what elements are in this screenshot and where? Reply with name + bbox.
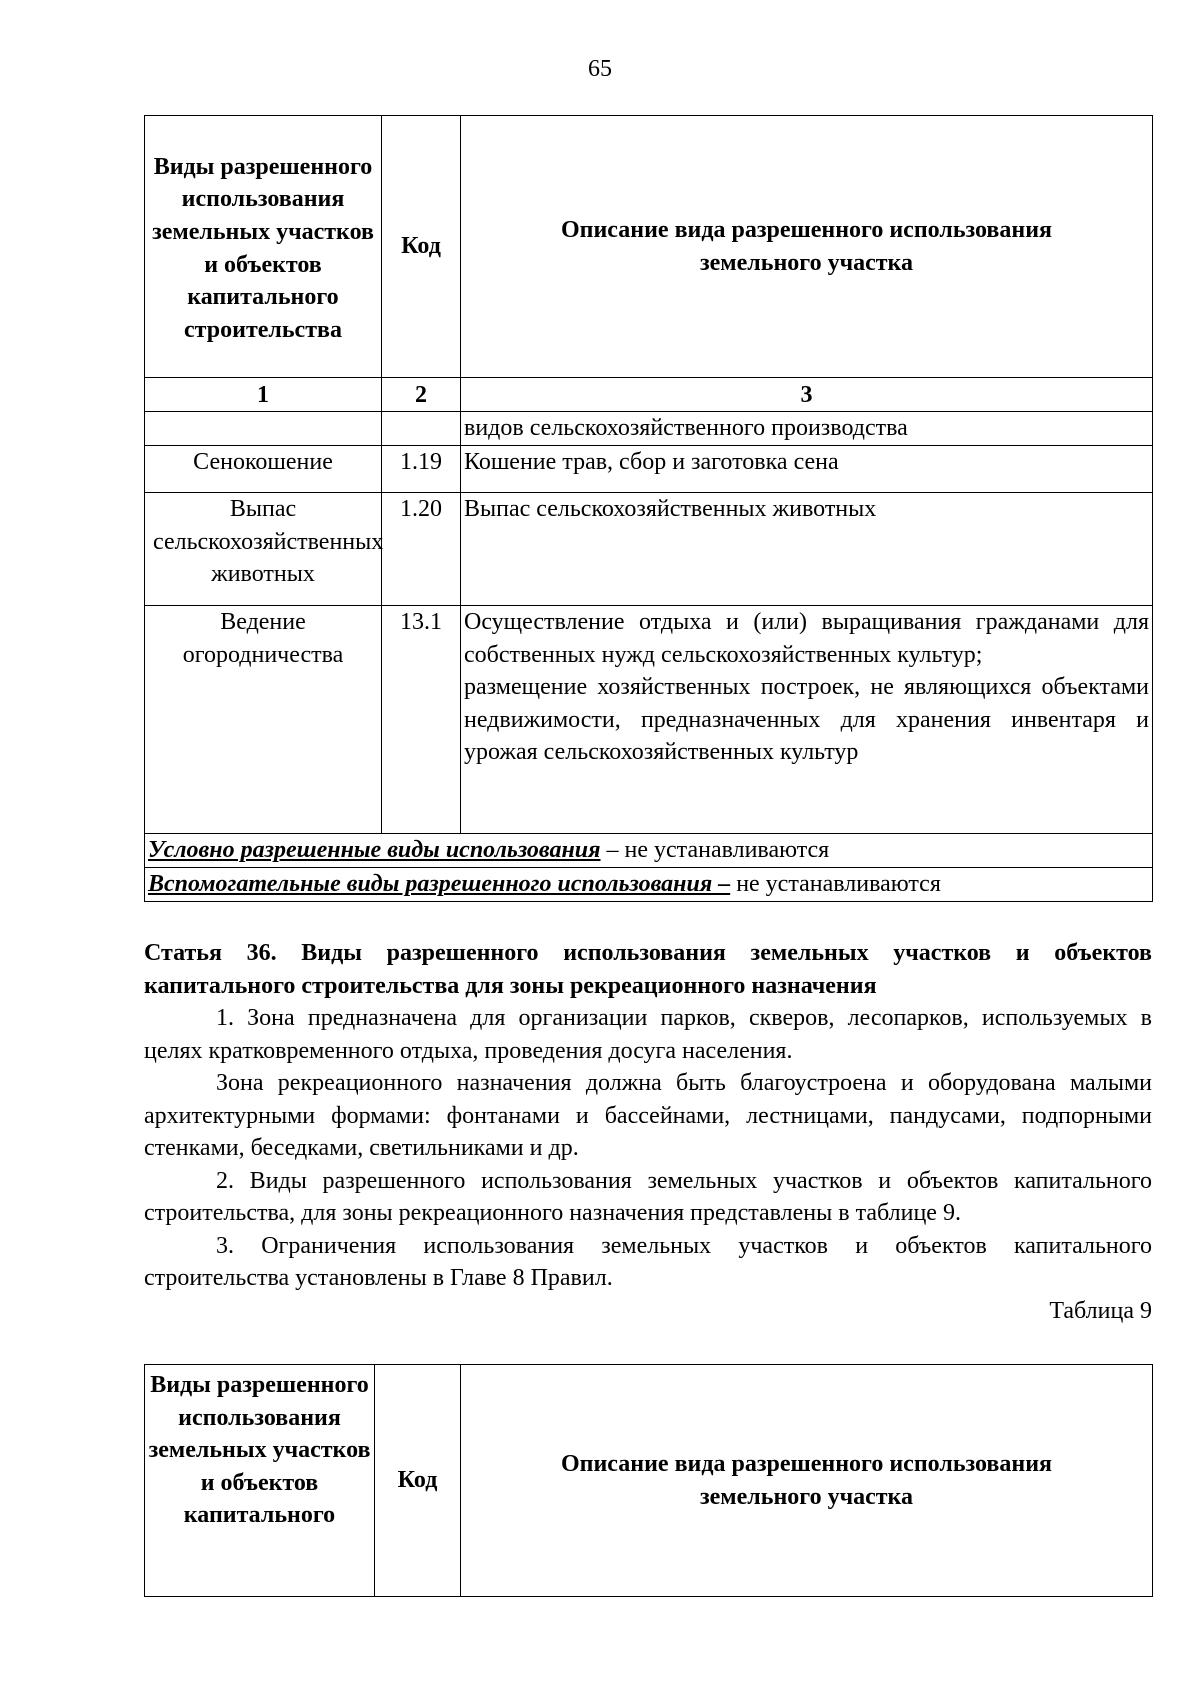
row-name xyxy=(145,412,382,446)
article-paragraph: 2. Виды разрешенного использования земельных участков и объектов капитального строительства, для зоны рекреационного назначения представлены в таблице 9. xyxy=(144,1167,1152,1226)
header-number-2: 2 xyxy=(382,378,461,412)
description-line: Осуществление отдыха и (или) выращивания гражданами для собственных нужд сельскохозяйственных культур; xyxy=(464,609,1149,668)
row-description: видов сельскохозяйственного производства xyxy=(461,412,1153,446)
header-description: Описание вида разрешенного использования земельного участка xyxy=(461,116,1153,378)
row-code: 13.1 xyxy=(382,606,461,834)
article-paragraph: 1. Зона предназначена для организации парков, скверов, лесопарков, используемых в целях кратковременного отдыха, проведения досуга населения. xyxy=(144,1005,1152,1064)
land-use-table-continued xyxy=(144,115,1153,902)
description-line: размещение хозяйственных построек, не являющихся объектами недвижимости, предназначенных для хранения инвентаря и урожая сельскохозяйственных культур xyxy=(464,674,1149,765)
header-code: Код xyxy=(375,1365,461,1597)
auxiliary-uses-row xyxy=(145,868,1153,902)
article-title: Статья 36. Виды разрешенного использования земельных участков и объектов капитального строительства для зоны рекреационного назначения xyxy=(144,940,1152,999)
row-code: 1.19 xyxy=(382,446,461,493)
header-land-use-types: Виды разрешенного использования земельных участков и объектов капитального строительства xyxy=(145,116,382,378)
header-land-use-types: Виды разрешенного использования земельных участков и объектов капитального xyxy=(145,1365,375,1597)
table-row xyxy=(145,412,1153,446)
article-36 xyxy=(144,937,1152,1327)
page-number: 65 xyxy=(588,56,612,82)
row-name: Сенокошение xyxy=(145,446,382,493)
row-code xyxy=(382,412,461,446)
table-row xyxy=(145,493,1153,606)
row-code: 1.20 xyxy=(382,493,461,606)
row-name: Выпас сельскохозяйственных животных xyxy=(145,493,382,606)
header-number-1: 1 xyxy=(145,378,382,412)
table-row xyxy=(145,446,1153,493)
row-description: Кошение трав, сбор и заготовка сена xyxy=(461,446,1153,493)
row-description: Выпас сельскохозяйственных животных xyxy=(461,493,1153,606)
auxiliary-uses-label: Вспомогательные виды разрешенного использования – xyxy=(148,871,731,897)
row-description xyxy=(461,606,1153,834)
article-paragraph: Зона рекреационного назначения должна быть благоустроена и оборудована малыми архитектурными формами: фонтанами и бассейнами, лестницами, пандусами, подпорными стенками, беседками, светильниками и др. xyxy=(144,1070,1152,1161)
header-number-3: 3 xyxy=(461,378,1153,412)
table-caption: Таблица 9 xyxy=(1049,1297,1152,1324)
conditional-uses-value: – не устанавливаются xyxy=(600,837,830,863)
header-description: Описание вида разрешенного использования земельного участка xyxy=(461,1365,1153,1597)
table-9 xyxy=(144,1364,1153,1597)
conditional-uses-label: Условно разрешенные виды использования xyxy=(148,837,601,863)
article-paragraph: 3. Ограничения использования земельных участков и объектов капитального строительства установлены в Главе 8 Правил. xyxy=(144,1232,1152,1291)
conditional-uses-row xyxy=(145,834,1153,868)
auxiliary-uses-value: не устанавливаются xyxy=(730,871,941,897)
header-code: Код xyxy=(382,116,461,378)
row-name: Ведение огородничества xyxy=(145,606,382,834)
table-row xyxy=(145,606,1153,834)
